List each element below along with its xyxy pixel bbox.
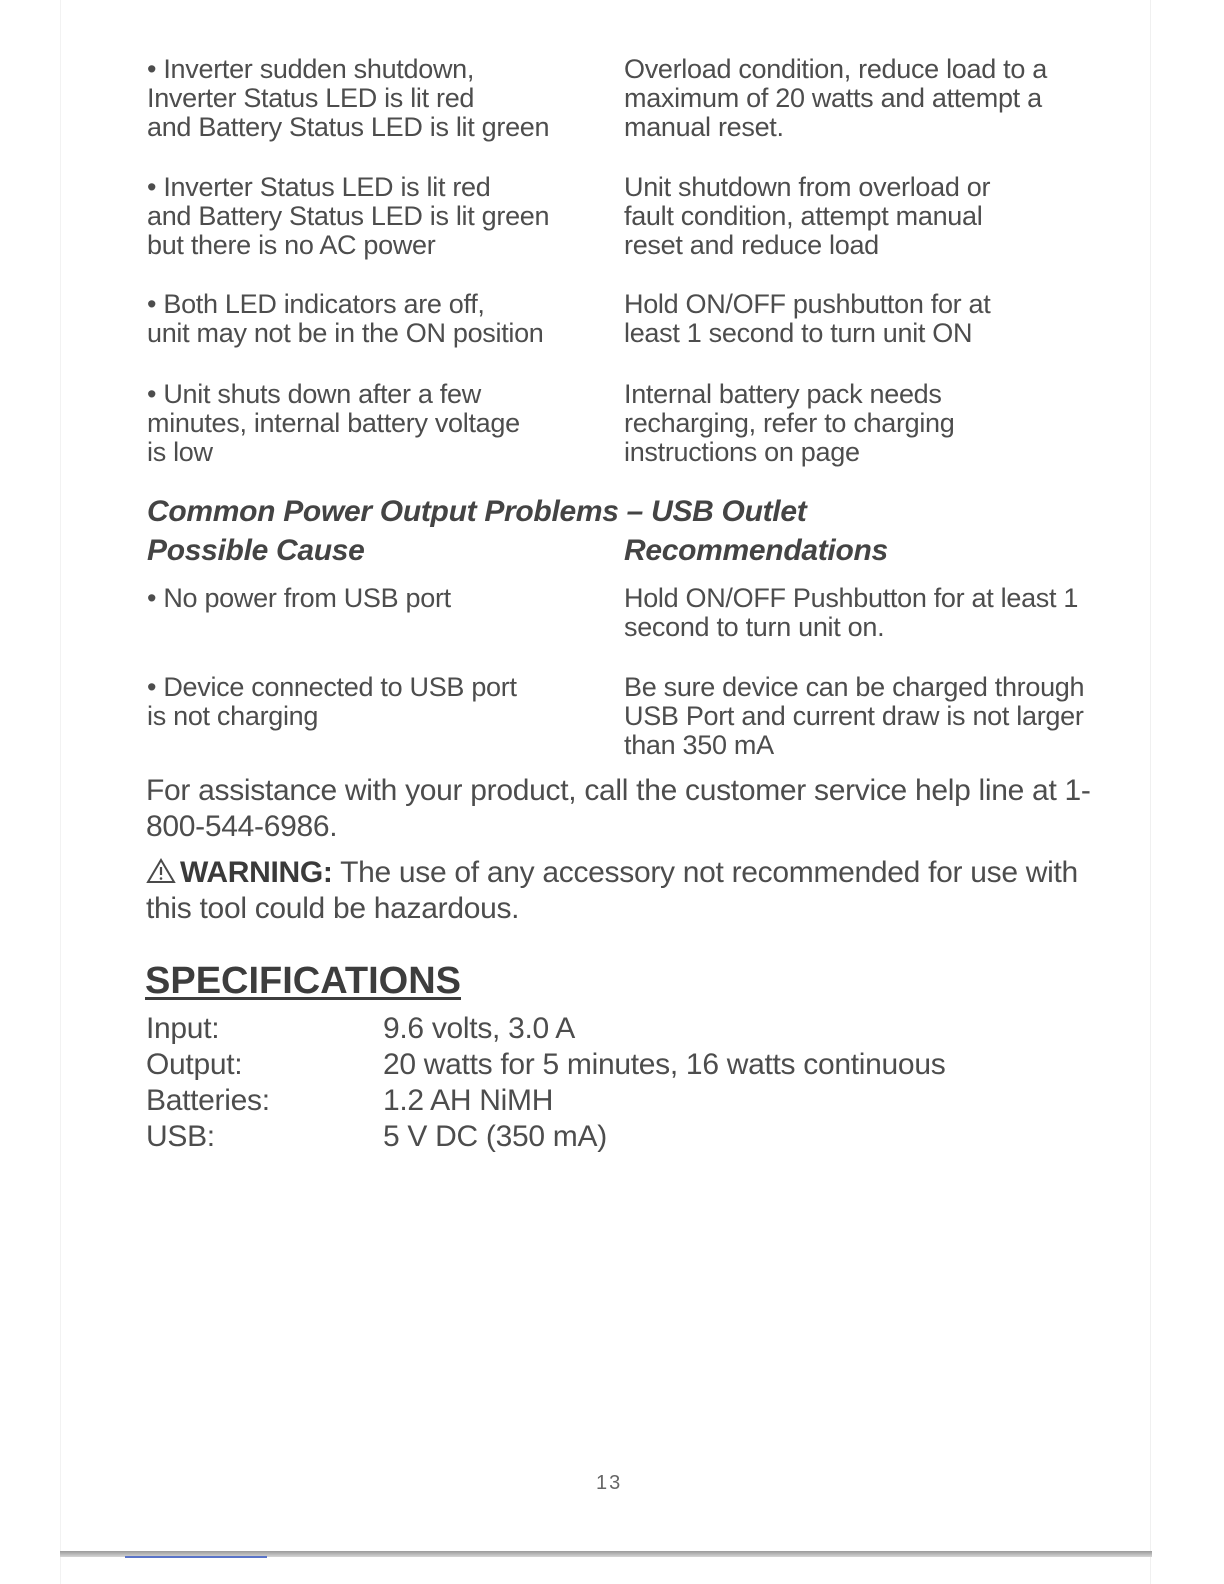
warning-label: WARNING:	[180, 856, 333, 889]
spec-value: 1.2 AH NiMH	[383, 1084, 554, 1117]
solution-text: Be sure device can be charged through USB Port and current draw is not larger than 350 mA	[624, 672, 1085, 760]
solution-text: Overload condition, reduce load to a maximum of 20 watts and attempt a manual reset.	[624, 54, 1047, 142]
page-right-edge	[1150, 0, 1151, 1584]
solution-text: Hold ON/OFF Pushbutton for at least 1 second to turn unit on.	[624, 583, 1079, 642]
possible-cause-header: Possible Cause	[147, 534, 365, 567]
recommendations-header: Recommendations	[624, 534, 888, 567]
problem-text: • No power from USB port	[147, 583, 451, 613]
bottom-rule-accent	[125, 1556, 267, 1558]
problem-text: • Inverter Status LED is lit red and Battery Status LED is lit green but there is no AC power	[147, 172, 550, 260]
problem-text: • Unit shuts down after a few minutes, internal battery voltage is low	[147, 379, 520, 467]
spec-value: 5 V DC (350 mA)	[383, 1120, 607, 1153]
warning-text: The use of any accessory not recommended for use with this tool could be hazardous.	[146, 856, 1078, 925]
usb-section-heading: Common Power Output Problems – USB Outlet	[147, 495, 807, 528]
spec-label: USB:	[146, 1120, 215, 1153]
spec-value: 9.6 volts, 3.0 A	[383, 1012, 575, 1045]
spec-label: Input:	[146, 1012, 220, 1045]
page-number: 13	[596, 1472, 623, 1494]
solution-text: Hold ON/OFF pushbutton for at least 1 second to turn unit ON	[624, 289, 991, 348]
specifications-title: SPECIFICATIONS	[145, 960, 461, 1002]
solution-text: Internal battery pack needs recharging, refer to charging instructions on page	[624, 379, 955, 467]
warning-triangle-icon	[146, 857, 176, 883]
problem-text: • Device connected to USB port is not charging	[147, 672, 517, 731]
assistance-text: For assistance with your product, call the customer service help line at 1-800-544-6986.	[146, 774, 1091, 843]
warning-notice	[146, 855, 1106, 927]
spec-value: 20 watts for 5 minutes, 16 watts continuous	[383, 1048, 946, 1081]
solution-text: Unit shutdown from overload or fault condition, attempt manual reset and reduce load	[624, 172, 991, 260]
spec-label: Output:	[146, 1048, 243, 1081]
spec-label: Batteries:	[146, 1084, 270, 1117]
problem-text: • Both LED indicators are off, unit may not be in the ON position	[147, 289, 544, 348]
problem-text: • Inverter sudden shutdown, Inverter Status LED is lit red and Battery Status LED is lit green	[147, 54, 550, 142]
page-left-edge	[60, 0, 61, 1584]
